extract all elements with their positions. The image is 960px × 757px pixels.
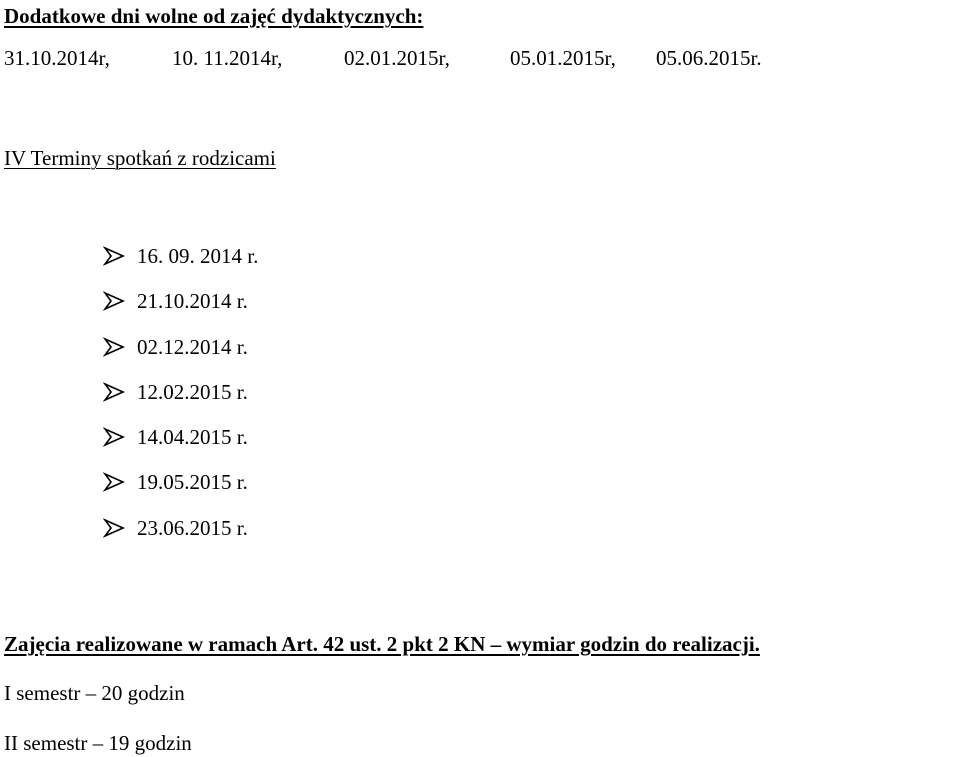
days-off-date: 05.06.2015r.	[656, 46, 762, 70]
meetings-date-list	[103, 244, 258, 561]
meeting-date: 02.12.2014 r.	[137, 334, 248, 359]
meeting-date: 23.06.2015 r.	[137, 515, 248, 540]
arrow-bullet-icon	[103, 380, 127, 404]
meeting-date: 19.05.2015 r.	[137, 470, 248, 495]
days-off-date: 10. 11.2014r,	[172, 46, 283, 70]
meeting-date: 14.04.2015 r.	[137, 425, 248, 450]
list-item	[103, 335, 258, 380]
meeting-date: 12.02.2015 r.	[137, 379, 248, 404]
meeting-date: 21.10.2014 r.	[137, 289, 248, 314]
arrow-bullet-icon	[103, 516, 127, 540]
arrow-bullet-icon	[103, 470, 127, 494]
list-item	[103, 470, 258, 515]
days-off-date: 02.01.2015r,	[344, 46, 450, 70]
days-off-date: 05.01.2015r,	[510, 46, 616, 70]
arrow-bullet-icon	[103, 289, 127, 313]
list-item	[103, 380, 258, 425]
semester-one-hours: I semestr – 20 godzin	[4, 681, 185, 705]
arrow-bullet-icon	[103, 425, 127, 449]
days-off-date: 31.10.2014r,	[4, 46, 110, 70]
list-item	[103, 516, 258, 561]
meetings-heading: IV Terminy spotkań z rodzicami	[4, 146, 276, 170]
list-item	[103, 289, 258, 334]
arrow-bullet-icon	[103, 244, 127, 268]
semester-two-hours: II semestr – 19 godzin	[4, 731, 192, 755]
classes-heading: Zajęcia realizowane w ramach Art. 42 ust. 2 pkt 2 KN – wymiar godzin do realizacji.	[4, 632, 760, 656]
meeting-date: 16. 09. 2014 r.	[137, 244, 259, 268]
arrow-bullet-icon	[103, 335, 127, 359]
days-off-heading: Dodatkowe dni wolne od zajęć dydaktycznych:	[4, 4, 424, 28]
list-item	[103, 425, 258, 470]
list-item	[103, 244, 258, 289]
